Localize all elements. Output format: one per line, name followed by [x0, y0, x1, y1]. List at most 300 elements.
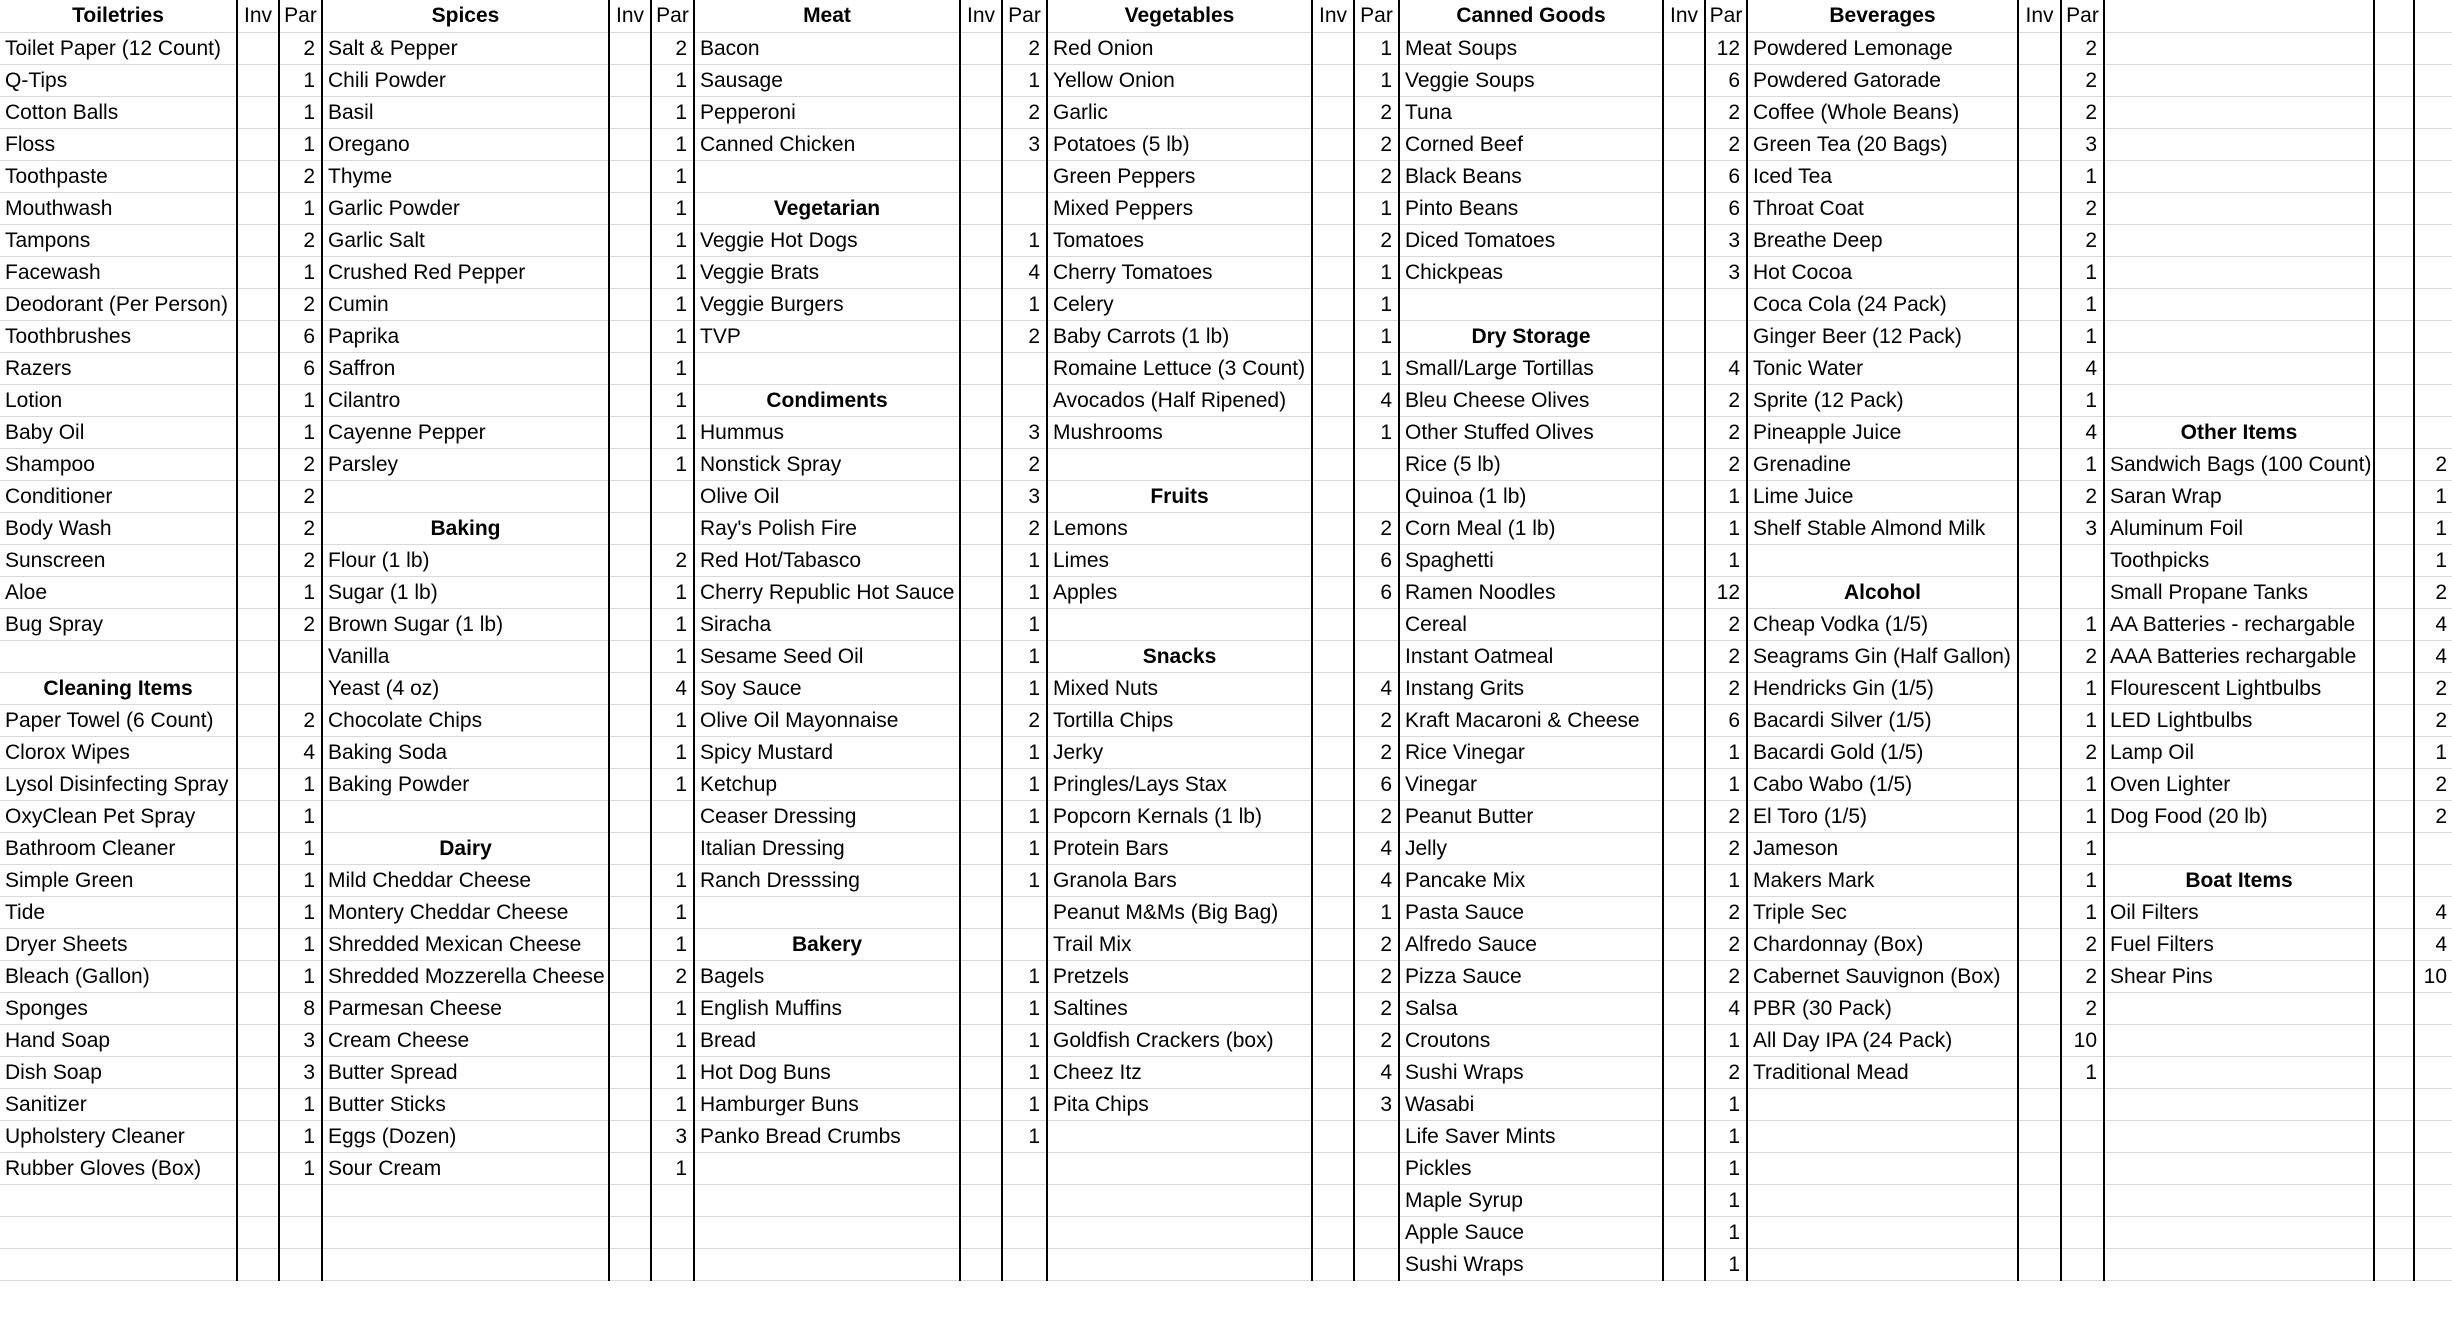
inv-cell[interactable]: [2018, 1120, 2061, 1152]
inv-column-header[interactable]: Inv: [1312, 0, 1354, 32]
par-cell[interactable]: 2: [2061, 32, 2104, 64]
inv-cell[interactable]: [2374, 1088, 2414, 1120]
par-cell[interactable]: 1: [1002, 1088, 1047, 1120]
par-cell[interactable]: [2414, 1024, 2452, 1056]
inv-cell[interactable]: [609, 512, 651, 544]
par-cell[interactable]: [1354, 1152, 1399, 1184]
inv-cell[interactable]: [960, 864, 1002, 896]
item-name-cell[interactable]: Baking Soda: [322, 736, 609, 768]
item-name-cell[interactable]: [2104, 256, 2374, 288]
par-cell[interactable]: 2: [1354, 992, 1399, 1024]
par-cell[interactable]: 2: [279, 704, 322, 736]
inv-cell[interactable]: [1663, 608, 1705, 640]
par-cell[interactable]: 1: [1002, 768, 1047, 800]
item-name-cell[interactable]: Eggs (Dozen): [322, 1120, 609, 1152]
inv-cell[interactable]: [1312, 160, 1354, 192]
par-cell[interactable]: [2414, 1120, 2452, 1152]
item-name-cell[interactable]: Salsa: [1399, 992, 1663, 1024]
par-cell[interactable]: 2: [2414, 576, 2452, 608]
par-cell[interactable]: [2414, 32, 2452, 64]
par-cell[interactable]: 1: [651, 288, 694, 320]
par-column-header[interactable]: Par: [2061, 0, 2104, 32]
par-cell[interactable]: [651, 832, 694, 864]
category-column-header[interactable]: Canned Goods: [1399, 0, 1663, 32]
par-cell[interactable]: [2414, 992, 2452, 1024]
inv-cell[interactable]: [960, 800, 1002, 832]
inv-cell[interactable]: [237, 352, 279, 384]
item-name-cell[interactable]: Lotion: [0, 384, 237, 416]
inv-cell[interactable]: [2018, 512, 2061, 544]
inv-cell[interactable]: [2018, 576, 2061, 608]
inv-cell[interactable]: [1312, 256, 1354, 288]
category-column-header[interactable]: Toiletries: [0, 0, 237, 32]
item-name-cell[interactable]: Spaghetti: [1399, 544, 1663, 576]
par-cell[interactable]: 4: [1002, 256, 1047, 288]
item-name-cell[interactable]: Mushrooms: [1047, 416, 1312, 448]
item-name-cell[interactable]: Baby Carrots (1 lb): [1047, 320, 1312, 352]
item-name-cell[interactable]: Oven Lighter: [2104, 768, 2374, 800]
par-cell[interactable]: 1: [1354, 32, 1399, 64]
section-header-cell[interactable]: Bakery: [694, 928, 960, 960]
inv-cell[interactable]: [609, 896, 651, 928]
item-name-cell[interactable]: Hamburger Buns: [694, 1088, 960, 1120]
inv-cell[interactable]: [1312, 416, 1354, 448]
inv-cell[interactable]: [609, 704, 651, 736]
par-cell[interactable]: 1: [279, 576, 322, 608]
inv-cell[interactable]: [1663, 672, 1705, 704]
item-name-cell[interactable]: Rubber Gloves (Box): [0, 1152, 237, 1184]
inv-cell[interactable]: [2018, 1248, 2061, 1280]
inv-cell[interactable]: [2374, 832, 2414, 864]
inv-cell[interactable]: [1312, 320, 1354, 352]
par-cell[interactable]: [279, 1248, 322, 1280]
item-name-cell[interactable]: Sesame Seed Oil: [694, 640, 960, 672]
item-name-cell[interactable]: Shampoo: [0, 448, 237, 480]
par-cell[interactable]: [2414, 864, 2452, 896]
item-name-cell[interactable]: Brown Sugar (1 lb): [322, 608, 609, 640]
item-name-cell[interactable]: Rice (5 lb): [1399, 448, 1663, 480]
inv-cell[interactable]: [2374, 1216, 2414, 1248]
item-name-cell[interactable]: Paper Towel (6 Count): [0, 704, 237, 736]
par-cell[interactable]: [2414, 64, 2452, 96]
par-cell[interactable]: [1002, 192, 1047, 224]
inv-cell[interactable]: [960, 1216, 1002, 1248]
par-cell[interactable]: 2: [1002, 704, 1047, 736]
item-name-cell[interactable]: Pasta Sauce: [1399, 896, 1663, 928]
par-cell[interactable]: 2: [2414, 672, 2452, 704]
item-name-cell[interactable]: Bleu Cheese Olives: [1399, 384, 1663, 416]
par-cell[interactable]: [1354, 480, 1399, 512]
inv-cell[interactable]: [1663, 480, 1705, 512]
par-cell[interactable]: 1: [1002, 544, 1047, 576]
par-cell[interactable]: [1002, 384, 1047, 416]
par-cell[interactable]: 1: [651, 992, 694, 1024]
par-cell[interactable]: [2414, 320, 2452, 352]
item-name-cell[interactable]: Saltines: [1047, 992, 1312, 1024]
par-cell[interactable]: 3: [1002, 128, 1047, 160]
item-name-cell[interactable]: Red Hot/Tabasco: [694, 544, 960, 576]
item-name-cell[interactable]: Olive Oil: [694, 480, 960, 512]
par-cell[interactable]: 1: [651, 64, 694, 96]
par-cell[interactable]: 1: [2061, 896, 2104, 928]
item-name-cell[interactable]: [0, 1248, 237, 1280]
par-cell[interactable]: 1: [279, 1088, 322, 1120]
inv-cell[interactable]: [2018, 864, 2061, 896]
par-cell[interactable]: 2: [279, 480, 322, 512]
item-name-cell[interactable]: Sour Cream: [322, 1152, 609, 1184]
item-name-cell[interactable]: Tortilla Chips: [1047, 704, 1312, 736]
inv-cell[interactable]: [237, 640, 279, 672]
item-name-cell[interactable]: Sanitizer: [0, 1088, 237, 1120]
par-cell[interactable]: [1002, 1216, 1047, 1248]
par-cell[interactable]: [2061, 1088, 2104, 1120]
item-name-cell[interactable]: [694, 160, 960, 192]
item-name-cell[interactable]: Apple Sauce: [1399, 1216, 1663, 1248]
par-cell[interactable]: 1: [1354, 256, 1399, 288]
item-name-cell[interactable]: [0, 1216, 237, 1248]
section-header-cell[interactable]: Boat Items: [2104, 864, 2374, 896]
item-name-cell[interactable]: [2104, 96, 2374, 128]
inv-cell[interactable]: [2374, 1024, 2414, 1056]
par-cell[interactable]: 1: [651, 640, 694, 672]
item-name-cell[interactable]: Makers Mark: [1747, 864, 2018, 896]
inv-cell[interactable]: [1663, 960, 1705, 992]
inv-cell[interactable]: [2018, 1184, 2061, 1216]
item-name-cell[interactable]: Aluminum Foil: [2104, 512, 2374, 544]
par-cell[interactable]: 3: [1705, 256, 1747, 288]
inv-cell[interactable]: [960, 768, 1002, 800]
inv-cell[interactable]: [237, 96, 279, 128]
item-name-cell[interactable]: Other Stuffed Olives: [1399, 416, 1663, 448]
par-cell[interactable]: 3: [2061, 512, 2104, 544]
inv-cell[interactable]: [237, 1216, 279, 1248]
par-cell[interactable]: 1: [651, 896, 694, 928]
inv-cell[interactable]: [609, 1216, 651, 1248]
par-cell[interactable]: 1: [279, 960, 322, 992]
item-name-cell[interactable]: Upholstery Cleaner: [0, 1120, 237, 1152]
item-name-cell[interactable]: [1747, 1248, 2018, 1280]
item-name-cell[interactable]: [1047, 1248, 1312, 1280]
inv-cell[interactable]: [2018, 64, 2061, 96]
item-name-cell[interactable]: Hot Dog Buns: [694, 1056, 960, 1088]
par-cell[interactable]: 1: [279, 800, 322, 832]
inv-cell[interactable]: [1663, 1088, 1705, 1120]
inv-cell[interactable]: [2018, 640, 2061, 672]
par-cell[interactable]: 1: [1002, 736, 1047, 768]
item-name-cell[interactable]: Pinto Beans: [1399, 192, 1663, 224]
par-cell[interactable]: 1: [279, 1152, 322, 1184]
inv-cell[interactable]: [2018, 544, 2061, 576]
inv-cell[interactable]: [237, 992, 279, 1024]
item-name-cell[interactable]: Hand Soap: [0, 1024, 237, 1056]
inv-cell[interactable]: [960, 288, 1002, 320]
item-name-cell[interactable]: Toothbrushes: [0, 320, 237, 352]
par-cell[interactable]: 1: [651, 192, 694, 224]
section-header-cell[interactable]: Cleaning Items: [0, 672, 237, 704]
par-cell[interactable]: 2: [279, 608, 322, 640]
inv-cell[interactable]: [1663, 64, 1705, 96]
item-name-cell[interactable]: Tonic Water: [1747, 352, 2018, 384]
inv-cell[interactable]: [2374, 768, 2414, 800]
par-cell[interactable]: 4: [651, 672, 694, 704]
item-name-cell[interactable]: [1047, 1120, 1312, 1152]
par-cell[interactable]: 2: [1705, 608, 1747, 640]
inv-cell[interactable]: [1312, 448, 1354, 480]
item-name-cell[interactable]: Powdered Lemonage: [1747, 32, 2018, 64]
item-name-cell[interactable]: Parmesan Cheese: [322, 992, 609, 1024]
item-name-cell[interactable]: [694, 1184, 960, 1216]
par-cell[interactable]: [2061, 544, 2104, 576]
item-name-cell[interactable]: [694, 1216, 960, 1248]
item-name-cell[interactable]: Bacon: [694, 32, 960, 64]
item-name-cell[interactable]: Bathroom Cleaner: [0, 832, 237, 864]
par-cell[interactable]: [1705, 288, 1747, 320]
category-column-header[interactable]: Vegetables: [1047, 0, 1312, 32]
inv-cell[interactable]: [960, 1056, 1002, 1088]
item-name-cell[interactable]: Razers: [0, 352, 237, 384]
item-name-cell[interactable]: [1747, 544, 2018, 576]
item-name-cell[interactable]: Wasabi: [1399, 1088, 1663, 1120]
par-cell[interactable]: 6: [1354, 576, 1399, 608]
inv-cell[interactable]: [960, 256, 1002, 288]
par-cell[interactable]: 1: [279, 896, 322, 928]
item-name-cell[interactable]: Grenadine: [1747, 448, 2018, 480]
inv-cell[interactable]: [609, 576, 651, 608]
inv-cell[interactable]: [609, 1056, 651, 1088]
inv-cell[interactable]: [2374, 384, 2414, 416]
item-name-cell[interactable]: Corned Beef: [1399, 128, 1663, 160]
inv-cell[interactable]: [2374, 1056, 2414, 1088]
par-cell[interactable]: 1: [1002, 864, 1047, 896]
inv-cell[interactable]: [1663, 448, 1705, 480]
inv-cell[interactable]: [237, 320, 279, 352]
inv-cell[interactable]: [609, 1248, 651, 1280]
inv-cell[interactable]: [1312, 704, 1354, 736]
inv-cell[interactable]: [2018, 224, 2061, 256]
inv-cell[interactable]: [2374, 576, 2414, 608]
par-cell[interactable]: 1: [279, 384, 322, 416]
item-name-cell[interactable]: Simple Green: [0, 864, 237, 896]
par-cell[interactable]: 1: [279, 928, 322, 960]
inv-cell[interactable]: [960, 512, 1002, 544]
par-cell[interactable]: [2414, 384, 2452, 416]
item-name-cell[interactable]: [1747, 1120, 2018, 1152]
inv-cell[interactable]: [1312, 928, 1354, 960]
par-cell[interactable]: 3: [279, 1024, 322, 1056]
par-cell[interactable]: 2: [279, 32, 322, 64]
par-cell[interactable]: [2414, 1248, 2452, 1280]
inv-cell[interactable]: [1663, 32, 1705, 64]
par-cell[interactable]: 2: [2061, 192, 2104, 224]
item-name-cell[interactable]: Quinoa (1 lb): [1399, 480, 1663, 512]
inv-cell[interactable]: [2018, 768, 2061, 800]
inv-cell[interactable]: [1312, 640, 1354, 672]
inv-cell[interactable]: [960, 32, 1002, 64]
item-name-cell[interactable]: Hummus: [694, 416, 960, 448]
inv-cell[interactable]: [2018, 384, 2061, 416]
item-name-cell[interactable]: Pickles: [1399, 1152, 1663, 1184]
par-cell[interactable]: 1: [279, 864, 322, 896]
par-cell[interactable]: 1: [1705, 1184, 1747, 1216]
item-name-cell[interactable]: Small/Large Tortillas: [1399, 352, 1663, 384]
par-cell[interactable]: 1: [2061, 800, 2104, 832]
inv-cell[interactable]: [2374, 1120, 2414, 1152]
inv-cell[interactable]: [1663, 128, 1705, 160]
inv-cell[interactable]: [1663, 544, 1705, 576]
item-name-cell[interactable]: [2104, 352, 2374, 384]
inv-cell[interactable]: [2374, 320, 2414, 352]
item-name-cell[interactable]: Life Saver Mints: [1399, 1120, 1663, 1152]
par-cell[interactable]: [651, 512, 694, 544]
item-name-cell[interactable]: Tampons: [0, 224, 237, 256]
inv-cell[interactable]: [609, 608, 651, 640]
par-cell[interactable]: 2: [1705, 384, 1747, 416]
inv-cell[interactable]: [2018, 288, 2061, 320]
item-name-cell[interactable]: El Toro (1/5): [1747, 800, 2018, 832]
inv-cell[interactable]: [2018, 192, 2061, 224]
inv-cell[interactable]: [2374, 128, 2414, 160]
item-name-cell[interactable]: Bleach (Gallon): [0, 960, 237, 992]
par-cell[interactable]: 1: [1002, 800, 1047, 832]
item-name-cell[interactable]: Saffron: [322, 352, 609, 384]
item-name-cell[interactable]: Ginger Beer (12 Pack): [1747, 320, 2018, 352]
inv-cell[interactable]: [609, 64, 651, 96]
item-name-cell[interactable]: Limes: [1047, 544, 1312, 576]
section-header-cell[interactable]: Condiments: [694, 384, 960, 416]
item-name-cell[interactable]: Siracha: [694, 608, 960, 640]
item-name-cell[interactable]: [2104, 288, 2374, 320]
inv-cell[interactable]: [2018, 1216, 2061, 1248]
inv-cell[interactable]: [960, 384, 1002, 416]
item-name-cell[interactable]: Ramen Noodles: [1399, 576, 1663, 608]
inv-cell[interactable]: [237, 1056, 279, 1088]
par-cell[interactable]: [2061, 1152, 2104, 1184]
par-cell[interactable]: 1: [2414, 512, 2452, 544]
par-cell[interactable]: 1: [1002, 640, 1047, 672]
inv-cell[interactable]: [1663, 768, 1705, 800]
par-cell[interactable]: 2: [1705, 128, 1747, 160]
par-cell[interactable]: [1002, 160, 1047, 192]
par-cell[interactable]: 2: [2061, 224, 2104, 256]
item-name-cell[interactable]: [1047, 1216, 1312, 1248]
inv-cell[interactable]: [1663, 1216, 1705, 1248]
par-cell[interactable]: 1: [1002, 992, 1047, 1024]
par-cell[interactable]: 2: [2061, 480, 2104, 512]
par-cell[interactable]: 3: [279, 1056, 322, 1088]
inv-cell[interactable]: [1312, 64, 1354, 96]
inv-cell[interactable]: [1663, 192, 1705, 224]
par-cell[interactable]: [2414, 1152, 2452, 1184]
item-name-cell[interactable]: OxyClean Pet Spray: [0, 800, 237, 832]
par-cell[interactable]: [279, 672, 322, 704]
par-cell[interactable]: 1: [1705, 864, 1747, 896]
par-cell[interactable]: 4: [2414, 896, 2452, 928]
inv-cell[interactable]: [960, 96, 1002, 128]
inv-cell[interactable]: [960, 576, 1002, 608]
item-name-cell[interactable]: Powdered Gatorade: [1747, 64, 2018, 96]
inv-cell[interactable]: [1312, 480, 1354, 512]
inv-cell[interactable]: [609, 384, 651, 416]
inv-cell[interactable]: [1312, 32, 1354, 64]
inv-cell[interactable]: [960, 1120, 1002, 1152]
inv-cell[interactable]: [237, 736, 279, 768]
item-name-cell[interactable]: Coffee (Whole Beans): [1747, 96, 2018, 128]
par-cell[interactable]: 1: [2061, 608, 2104, 640]
par-cell[interactable]: [1002, 1248, 1047, 1280]
section-header-cell[interactable]: Vegetarian: [694, 192, 960, 224]
item-name-cell[interactable]: Ketchup: [694, 768, 960, 800]
inv-cell[interactable]: [2374, 352, 2414, 384]
item-name-cell[interactable]: Yeast (4 oz): [322, 672, 609, 704]
par-cell[interactable]: 2: [1354, 128, 1399, 160]
inv-cell[interactable]: [237, 896, 279, 928]
item-name-cell[interactable]: Meat Soups: [1399, 32, 1663, 64]
inv-cell[interactable]: [960, 480, 1002, 512]
item-name-cell[interactable]: Seagrams Gin (Half Gallon): [1747, 640, 2018, 672]
inv-cell[interactable]: [237, 224, 279, 256]
item-name-cell[interactable]: Garlic Powder: [322, 192, 609, 224]
par-cell[interactable]: 2: [651, 960, 694, 992]
item-name-cell[interactable]: Lamp Oil: [2104, 736, 2374, 768]
par-cell[interactable]: 2: [1354, 800, 1399, 832]
item-name-cell[interactable]: Parsley: [322, 448, 609, 480]
item-name-cell[interactable]: [2104, 1216, 2374, 1248]
inv-cell[interactable]: [1312, 800, 1354, 832]
inv-cell[interactable]: [960, 192, 1002, 224]
item-name-cell[interactable]: [2104, 384, 2374, 416]
inv-cell[interactable]: [609, 736, 651, 768]
inv-cell[interactable]: [609, 992, 651, 1024]
item-name-cell[interactable]: [1047, 448, 1312, 480]
inv-cell[interactable]: [237, 1152, 279, 1184]
inv-cell[interactable]: [1312, 864, 1354, 896]
item-name-cell[interactable]: Bacardi Silver (1/5): [1747, 704, 2018, 736]
par-cell[interactable]: 3: [651, 1120, 694, 1152]
item-name-cell[interactable]: [322, 800, 609, 832]
item-name-cell[interactable]: Peanut Butter: [1399, 800, 1663, 832]
item-name-cell[interactable]: Bug Spray: [0, 608, 237, 640]
item-name-cell[interactable]: Throat Coat: [1747, 192, 2018, 224]
inv-cell[interactable]: [237, 960, 279, 992]
item-name-cell[interactable]: [2104, 992, 2374, 1024]
inv-cell[interactable]: [960, 224, 1002, 256]
item-name-cell[interactable]: Croutons: [1399, 1024, 1663, 1056]
inv-cell[interactable]: [2018, 352, 2061, 384]
par-cell[interactable]: 1: [1002, 832, 1047, 864]
inv-cell[interactable]: [960, 960, 1002, 992]
par-cell[interactable]: [1002, 352, 1047, 384]
item-name-cell[interactable]: Corn Meal (1 lb): [1399, 512, 1663, 544]
par-cell[interactable]: 2: [1002, 448, 1047, 480]
par-cell[interactable]: 1: [1354, 416, 1399, 448]
item-name-cell[interactable]: Chardonnay (Box): [1747, 928, 2018, 960]
par-cell[interactable]: 1: [651, 1024, 694, 1056]
item-name-cell[interactable]: Ray's Polish Fire: [694, 512, 960, 544]
item-name-cell[interactable]: Cereal: [1399, 608, 1663, 640]
inv-cell[interactable]: [1663, 736, 1705, 768]
inv-cell[interactable]: [609, 320, 651, 352]
par-cell[interactable]: 1: [1002, 608, 1047, 640]
inv-cell[interactable]: [609, 768, 651, 800]
par-cell[interactable]: 1: [279, 96, 322, 128]
inv-cell[interactable]: [2374, 800, 2414, 832]
par-cell[interactable]: 1: [279, 832, 322, 864]
item-name-cell[interactable]: Cheap Vodka (1/5): [1747, 608, 2018, 640]
item-name-cell[interactable]: Butter Sticks: [322, 1088, 609, 1120]
item-name-cell[interactable]: [1747, 1184, 2018, 1216]
par-column-header[interactable]: Par: [1002, 0, 1047, 32]
inv-cell[interactable]: [1663, 416, 1705, 448]
